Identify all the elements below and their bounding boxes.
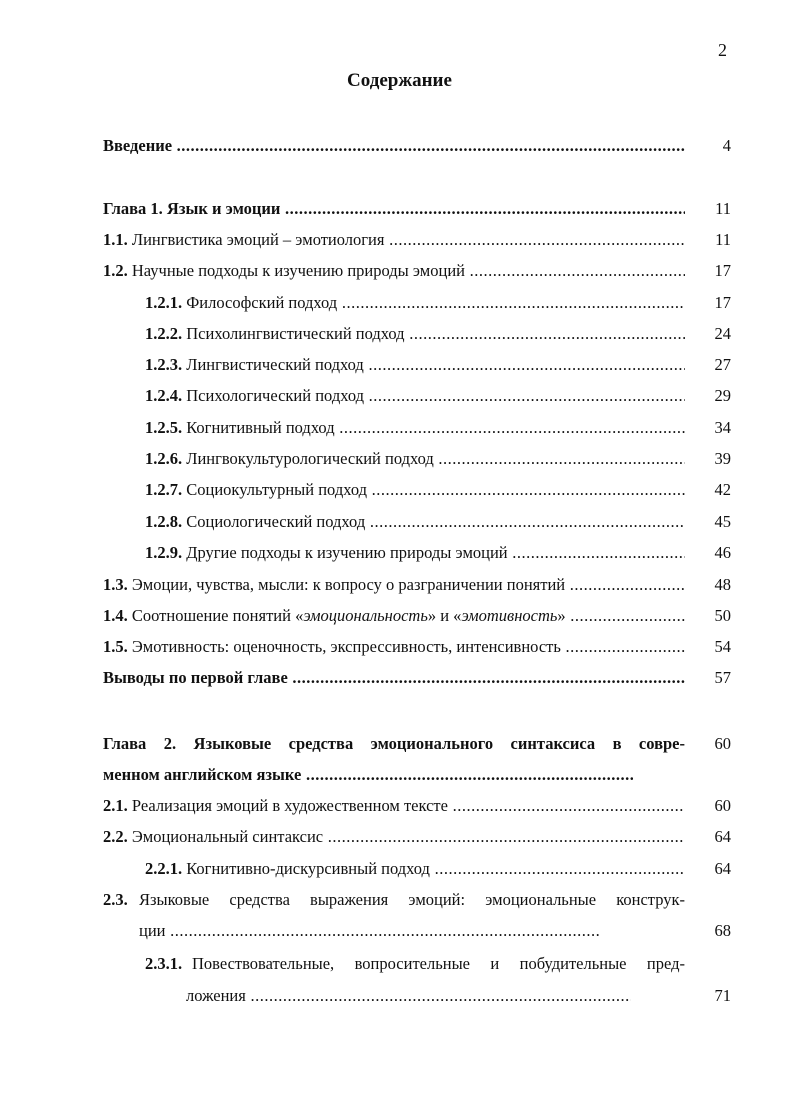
toc-row-cont	[0, 918, 799, 944]
toc-entry-number: 1.4.	[103, 606, 128, 625]
toc-entry-text-before: Соотношение понятий «	[131, 606, 304, 625]
toc-entry-text: Введение	[103, 136, 173, 155]
page-number: 2	[718, 40, 727, 60]
toc-row	[0, 446, 799, 472]
toc-entry-number: 1.2.1.	[145, 293, 183, 312]
toc-page-ref: 60	[714, 796, 731, 815]
toc-entry-number: 1.2.9.	[145, 543, 183, 562]
toc-entry	[103, 196, 685, 222]
toc-page-ref: 17	[714, 293, 731, 312]
toc-entry-text-line-1: Языковые средства выражения эмоций: эмоциональные конструк-	[139, 890, 685, 909]
toc-entry-text: Глава 1. Язык и эмоции	[103, 199, 281, 218]
toc-entry	[145, 321, 685, 347]
toc-row	[0, 951, 799, 977]
toc-row	[0, 793, 799, 819]
toc-row	[0, 572, 799, 598]
toc-entry-text: Научные подходы к изучению природы эмоций	[131, 261, 465, 280]
toc-entry-number: 1.2.	[103, 261, 128, 280]
toc-entry	[139, 918, 601, 944]
toc-entry	[103, 762, 633, 788]
toc-chapter-title-line-1: Глава 2. Языковые средства эмоционального синтаксиса в совре-	[103, 734, 685, 753]
toc-entry	[145, 383, 685, 409]
toc-page-ref: 4	[722, 136, 731, 155]
toc-entry-number: 1.3.	[103, 575, 128, 594]
toc-row	[0, 321, 799, 347]
toc-page-ref: 34	[714, 418, 731, 437]
toc-entry	[145, 290, 685, 316]
page-title: Содержание	[347, 70, 452, 91]
toc-entry-number: 1.2.7.	[145, 480, 183, 499]
toc-entry	[145, 415, 685, 441]
toc-page-ref: 17	[714, 261, 731, 280]
toc-entry-term-1: эмоциональность	[303, 606, 428, 625]
toc-page-ref: 68	[714, 921, 731, 940]
toc-entry-text-line-2: ложения	[186, 986, 246, 1005]
toc-page-ref: 29	[714, 386, 731, 405]
toc-row	[0, 477, 799, 503]
toc-entry	[103, 824, 685, 850]
toc-entry	[145, 509, 685, 535]
toc-page-ref: 27	[714, 355, 731, 374]
toc-entry-text-line-1: Повествовательные, вопросительные и побудительные пред-	[192, 954, 685, 973]
toc-page-ref: 48	[714, 575, 731, 594]
toc-page-ref: 42	[714, 480, 731, 499]
toc-row-conclusion	[0, 665, 799, 691]
toc-entry-text: Лингвистика эмоций – эмотиология	[131, 230, 385, 249]
toc-entry-term-2: эмотивность	[461, 606, 558, 625]
toc-entry-number: 1.2.8.	[145, 512, 183, 531]
toc-entry-number: 1.2.2.	[145, 324, 183, 343]
toc-page-ref: 60	[714, 734, 731, 753]
toc-entry	[103, 572, 685, 598]
toc-entry-number: 1.2.5.	[145, 418, 183, 437]
toc-entry	[103, 227, 685, 253]
toc-page-ref: 45	[714, 512, 731, 531]
toc-row	[0, 824, 799, 850]
toc-row-introduction	[0, 133, 799, 159]
toc-row	[0, 290, 799, 316]
toc-entry-text: Эмоциональный синтаксис	[131, 827, 324, 846]
toc-entry-text-line-2: ции	[139, 921, 166, 940]
toc-entry	[145, 540, 685, 566]
toc-page-ref: 11	[715, 199, 731, 218]
toc-row	[0, 603, 799, 629]
toc-entry-text: Когнитивный подход	[186, 418, 335, 437]
toc-entry-text: Реализация эмоций в художественном тексте	[131, 796, 448, 815]
toc-entry-number: 2.1.	[103, 796, 128, 815]
toc-entry-text: Социологический подход	[186, 512, 366, 531]
toc-row	[0, 509, 799, 535]
toc-entry-number: 1.1.	[103, 230, 128, 249]
toc-entry-text: Лингвистический подход	[186, 355, 364, 374]
toc-row	[0, 540, 799, 566]
toc-page-ref: 50	[714, 606, 731, 625]
toc-entry	[186, 983, 631, 1009]
toc-entry	[103, 793, 685, 819]
toc-entry-number: 2.3.1.	[145, 954, 183, 973]
toc-entry	[145, 446, 685, 472]
toc-row	[0, 258, 799, 284]
toc-entry-text: Эмотивность: оценочность, экспрессивность, интенсивность	[131, 637, 561, 656]
toc-row	[0, 415, 799, 441]
toc-chapter-title-line-2: менном английском языке	[103, 765, 302, 784]
toc-entry-text-after: »	[557, 606, 566, 625]
toc-entry	[145, 352, 685, 378]
toc-page-ref: 64	[714, 859, 731, 878]
toc-entry-number: 1.2.4.	[145, 386, 183, 405]
toc-entry-text: Философский подход	[186, 293, 338, 312]
toc-entry	[103, 665, 685, 691]
toc-entry-text: Когнитивно-дискурсивный подход	[186, 859, 430, 878]
toc-entry	[103, 258, 685, 284]
toc-entry-text: Лингвокультурологический подход	[186, 449, 434, 468]
toc-entry	[145, 856, 685, 882]
toc-entry-text: Социокультурный подход	[186, 480, 368, 499]
toc-entry-text: Выводы по первой главе	[103, 668, 288, 687]
toc-row	[0, 634, 799, 660]
toc-row-cont	[0, 983, 799, 1009]
toc-entry	[145, 477, 685, 503]
toc-entry-text: Эмоции, чувства, мысли: к вопросу о разграничении понятий	[131, 575, 566, 594]
toc-page-ref: 57	[714, 668, 731, 687]
toc-row-chapter-1	[0, 196, 799, 222]
toc-entry-text: Психологический подход	[186, 386, 365, 405]
toc-entry-number: 1.5.	[103, 637, 128, 656]
toc-entry-text-mid: » и «	[427, 606, 462, 625]
toc-page-ref: 24	[714, 324, 731, 343]
toc-entry-number: 2.3.	[103, 890, 128, 909]
toc-row-chapter-2-cont	[0, 762, 799, 788]
toc-page-ref: 64	[714, 827, 731, 846]
toc-row	[0, 887, 799, 913]
toc-entry-number: 1.2.3.	[145, 355, 183, 374]
toc-entry-number: 2.2.1.	[145, 859, 183, 878]
toc-page-ref: 39	[714, 449, 731, 468]
toc-entry	[103, 634, 685, 660]
toc-page-ref: 71	[714, 986, 731, 1005]
toc-row	[0, 227, 799, 253]
toc-row	[0, 383, 799, 409]
toc-page-ref: 11	[715, 230, 731, 249]
toc-row	[0, 352, 799, 378]
toc-entry-number: 1.2.6.	[145, 449, 183, 468]
toc-page-ref: 54	[714, 637, 731, 656]
toc-row-chapter-2	[0, 731, 799, 757]
toc-entry-text: Другие подходы к изучению природы эмоций	[186, 543, 508, 562]
toc-entry	[103, 603, 685, 629]
toc-row	[0, 856, 799, 882]
toc-entry-text: Психолингвистический подход	[186, 324, 405, 343]
toc-page-ref: 46	[714, 543, 731, 562]
toc-entry	[103, 133, 685, 159]
toc-entry-number: 2.2.	[103, 827, 128, 846]
